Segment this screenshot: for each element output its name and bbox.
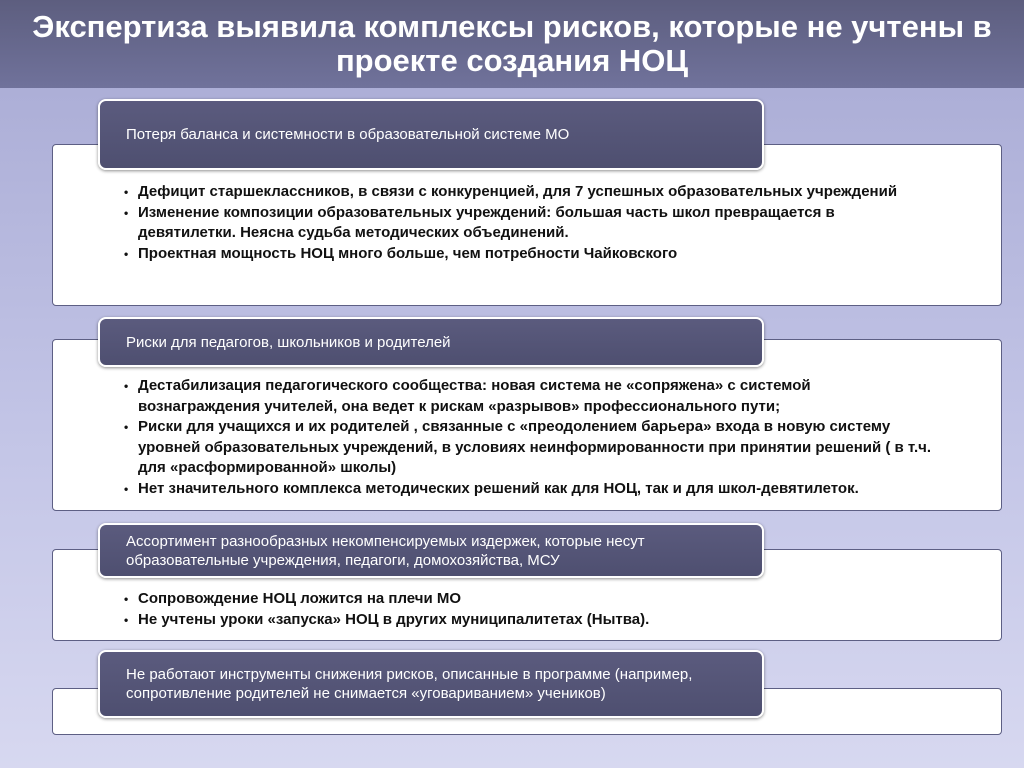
list-item: • Проектная мощность НОЦ много больше, чем потребности Чайковского (112, 244, 932, 265)
slide-title: Экспертиза выявила комплексы рисков, которые не учтены в проекте создания НОЦ (32, 9, 992, 78)
section-list-3 (112, 589, 932, 630)
section-heading-4 (98, 650, 764, 718)
list-item: • Дефицит старшеклассников, в связи с конкуренцией, для 7 успешных образовательных учреждений (112, 182, 932, 203)
list-item: • Риски для учащихся и их родителей , связанные с «преодолением барьера» входа в новую систему уровней образовательных учреждений, в условиях неинформированности при принятии решений ( в т.ч. для «расформированной» школы) (112, 417, 932, 479)
list-item: • Изменение композиции образовательных учреждений: большая часть школ превращается в девятилетки. Неясна судьба методических объединений. (112, 203, 932, 244)
section-list-2 (112, 376, 932, 499)
section-heading-2-text: Риски для педагогов, школьников и родителей (126, 333, 451, 351)
section-heading-1 (98, 99, 764, 170)
list-item: • Не учтены уроки «запуска» НОЦ в других муниципалитетах (Нытва). (112, 610, 932, 631)
section-heading-3-text: Ассортимент разнообразных некомпенсируемых издержек, которые несут образовательные учреждения, педагоги, домохозяйства, МСУ (126, 532, 645, 569)
list-item: • Сопровождение НОЦ ложится на плечи МО (112, 589, 932, 610)
section-heading-1-text: Потеря баланса и системности в образовательной системе МО (126, 126, 570, 143)
section-heading-3 (98, 523, 764, 578)
section-heading-2 (98, 317, 764, 367)
list-item: • Дестабилизация педагогического сообщества: новая система не «сопряжена» с системой вознаграждения учителей, она ведет к рискам «разрывов» профессионального пути; (112, 376, 932, 417)
section-list-1 (112, 182, 932, 264)
title-bar (0, 0, 1024, 88)
section-heading-4-text: Не работают инструменты снижения рисков, описанные в программе (например, сопротивление родителей не снимается «уговариванием» учеников) (126, 666, 693, 702)
list-item: • Нет значительного комплекса методических решений как для НОЦ, так и для школ-девятилеток. (112, 479, 932, 500)
